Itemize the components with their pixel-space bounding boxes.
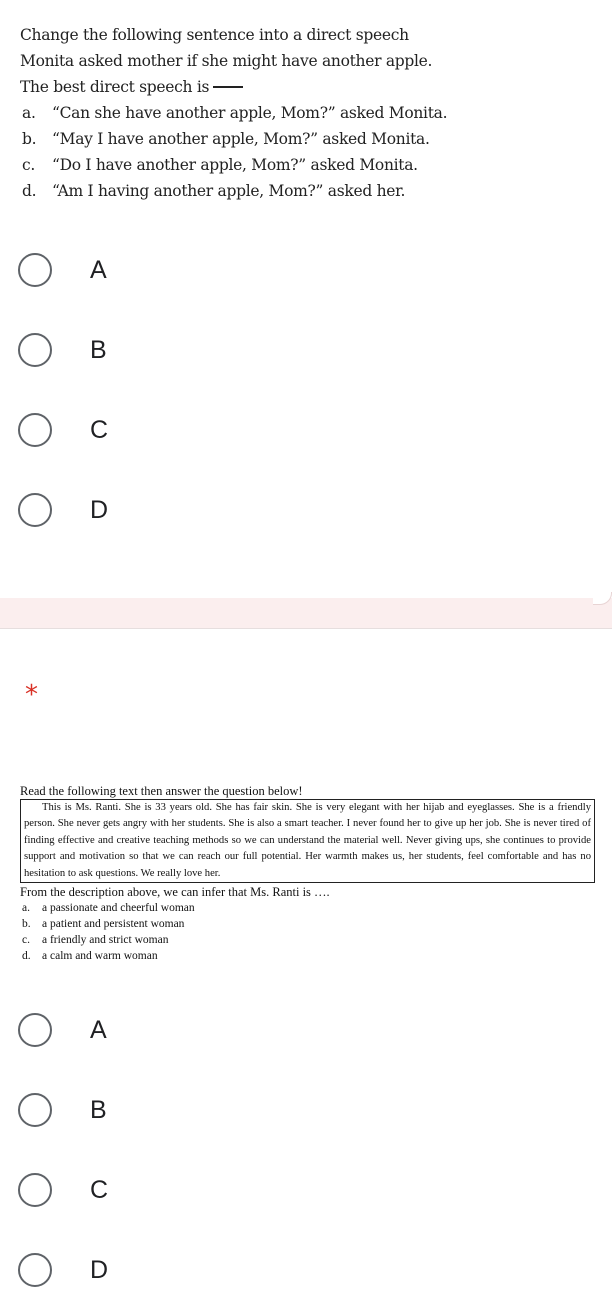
q2-question: From the description above, we can infer that Ms. Ranti is ….: [20, 885, 330, 900]
q2-option: [20, 916, 595, 932]
q1-option-text: “May I have another apple, Mom?” asked Monita.: [52, 130, 430, 148]
q2-option: [20, 900, 595, 916]
q2-option: [20, 932, 595, 948]
q1-stem-text: The best direct speech is: [20, 78, 210, 96]
q1-choice-c[interactable]: [18, 408, 108, 452]
answer-blank: [213, 86, 243, 88]
radio-button[interactable]: [18, 1093, 52, 1127]
q1-option: [20, 126, 600, 152]
q1-option: [20, 178, 600, 204]
choice-label: C: [90, 415, 109, 444]
q2-option: [20, 948, 595, 964]
choice-label: D: [90, 495, 109, 524]
q1-choice-d[interactable]: [18, 488, 108, 532]
question-2-image: [20, 784, 595, 964]
q1-option: [20, 152, 600, 178]
q2-option-letter: b.: [22, 918, 31, 931]
passage-text: This is Ms. Ranti. She is 33 years old. She has fair skin. She is very elegant with her hijab and eyeglasses. She is a friendly person. She never gets angry with her students. She is also a smart teacher. I never found her to give up her job. She is never tired of finding effective and creative teaching methods so we can understand the material well. Never giving ups, she continues to provide support and motivation so that we can reach our full potential. Her warmth makes us, her students, feel comfortable and has no hesitation to ask questions. We really love her.: [24, 802, 591, 879]
choice-label: B: [90, 335, 107, 364]
radio-button[interactable]: [18, 413, 52, 447]
radio-button[interactable]: [18, 333, 52, 367]
q1-option-text: “Do I have another apple, Mom?” asked Monita.: [52, 156, 418, 174]
choice-label: D: [90, 1255, 109, 1284]
q1-option-letter: c.: [22, 156, 36, 174]
choice-label: A: [90, 1015, 107, 1044]
choice-label: C: [90, 1175, 109, 1204]
radio-button[interactable]: [18, 493, 52, 527]
q1-option-letter: b.: [22, 130, 37, 148]
q2-option-letter: a.: [22, 902, 30, 915]
q1-choice-a[interactable]: [18, 248, 107, 292]
choice-label: B: [90, 1095, 107, 1124]
required-marker: *: [25, 680, 38, 710]
q2-option-text: a patient and persistent woman: [42, 918, 185, 931]
q2-option-text: a passionate and cheerful woman: [42, 902, 195, 915]
radio-button[interactable]: [18, 253, 52, 287]
q2-option-letter: d.: [22, 950, 31, 963]
q2-option-letter: c.: [22, 934, 30, 947]
question-card-1: [0, 0, 612, 598]
q2-option-text: a calm and warm woman: [42, 950, 158, 963]
question-1-image: [20, 22, 600, 204]
q1-prompt: Change the following sentence into a direct speech: [20, 26, 409, 44]
q1-option: [20, 100, 600, 126]
radio-button[interactable]: [18, 1013, 52, 1047]
section-separator: [0, 598, 612, 628]
q1-option-letter: d.: [22, 182, 37, 200]
q2-choice-d[interactable]: [18, 1248, 108, 1292]
q1-option-text: “Am I having another apple, Mom?” asked her.: [52, 182, 406, 200]
q1-sentence: Monita asked mother if she might have another apple.: [20, 52, 433, 70]
q1-option-text: “Can she have another apple, Mom?” asked Monita.: [52, 104, 448, 122]
radio-button[interactable]: [18, 1173, 52, 1207]
q2-option-text: a friendly and strict woman: [42, 934, 169, 947]
q1-option-letter: a.: [22, 104, 36, 122]
reading-passage: [20, 799, 595, 883]
radio-button[interactable]: [18, 1253, 52, 1287]
q2-choice-b[interactable]: [18, 1088, 107, 1132]
q2-choice-a[interactable]: [18, 1008, 107, 1052]
q2-intro: Read the following text then answer the question below!: [20, 784, 303, 798]
q1-stem: [20, 74, 600, 100]
q1-choice-b[interactable]: [18, 328, 107, 372]
choice-label: A: [90, 255, 107, 284]
q2-choice-c[interactable]: [18, 1168, 108, 1212]
